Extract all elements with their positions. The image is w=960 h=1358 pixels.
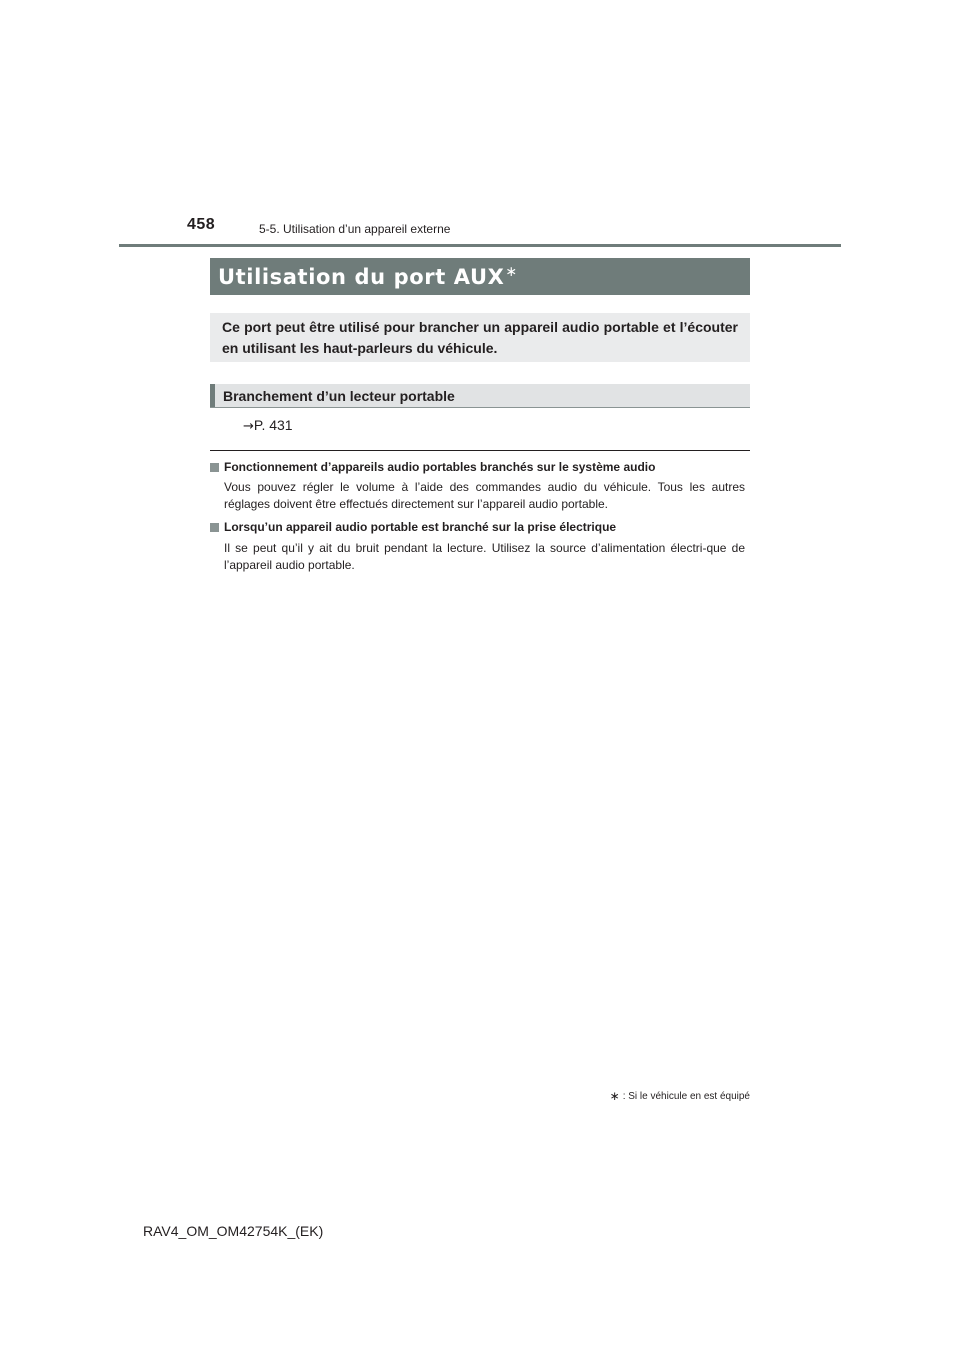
note-body: Vous pouvez régler le volume à l’aide des commandes audio du véhicule. Tous les autres réglages doivent être effectués directement sur l’appareil audio portable. <box>224 480 745 511</box>
arrow-right-icon: → <box>243 419 254 434</box>
note-heading-text: Fonctionnement d’appareils audio portables branchés sur le système audio <box>224 460 656 474</box>
square-bullet-icon <box>210 523 219 532</box>
square-bullet-icon <box>210 463 219 472</box>
page-reference <box>243 417 293 434</box>
page-reference-text: P. 431 <box>253 417 293 433</box>
section-title: Branchement d’un lecteur portable <box>223 388 455 404</box>
running-header: 5-5. Utilisation d’un appareil externe <box>259 222 451 236</box>
note-heading <box>210 520 616 534</box>
section-accent <box>210 384 215 407</box>
title-banner <box>210 258 750 295</box>
note-heading <box>210 460 655 474</box>
asterisk-mark: ∗ <box>505 264 518 280</box>
page-title-text: Utilisation du port AUX <box>218 265 505 289</box>
footnote <box>610 1089 750 1103</box>
notes-divider <box>210 450 750 451</box>
note-heading-text: Lorsqu’un appareil audio portable est branché sur la prise électrique <box>224 520 617 534</box>
note-body: Il se peut qu’il y ait du bruit pendant la lecture. Utilisez la source d’alimentation électri-que de l’appareil audio portable. <box>224 541 745 572</box>
asterisk-icon: ∗ <box>609 1089 620 1103</box>
page-number: 458 <box>187 216 216 233</box>
header-rule <box>119 244 841 247</box>
page-title <box>218 264 518 289</box>
document-code: RAV4_OM_OM42754K_(EK) <box>143 1223 324 1239</box>
section-header <box>210 384 750 408</box>
intro-box: Ce port peut être utilisé pour brancher un appareil audio portable et l’écouter en utilisant les haut-parleurs du véhicule. <box>210 313 750 362</box>
footnote-text: : Si le véhicule en est équipé <box>622 1090 750 1102</box>
